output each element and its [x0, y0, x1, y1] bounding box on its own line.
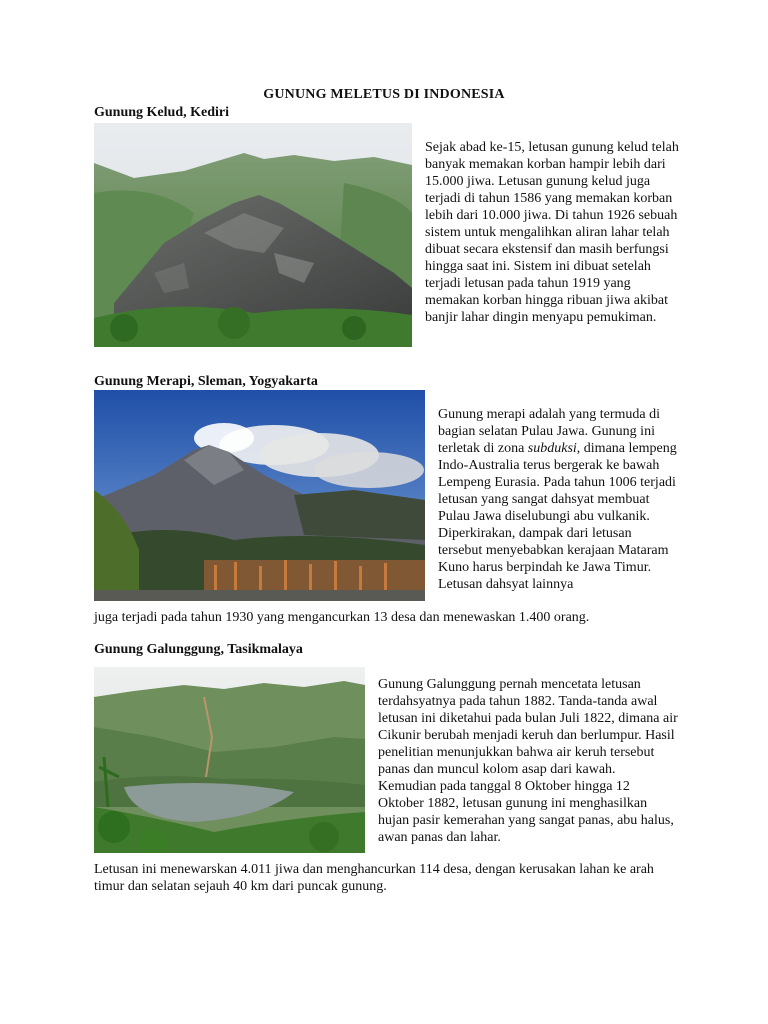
kelud-paragraph: Sejak abad ke-15, letusan gunung kelud telah banyak memakan korban hampir lebih dari 15.000 jiwa. Letusan gunung kelud juga terjadi di tahun 1586 yang memakan korban lebih dari 10.000 jiwa. Di tahun 1926 sebuah sistem untuk mengalihkan aliran lahar telah dibuat secara ekstensif dan masih berfungsi hingga saat ini. Sistem ini dibuat setelah terjadi letusan pada tahun 1919 yang memakan korban hingga ribuan jiwa akibat banjir lahar dingin menyapu pemukiman.: [425, 140, 679, 325]
galunggung-photo: [94, 667, 365, 853]
merapi-italic-term: subduksi: [527, 441, 577, 456]
merapi-text-part2: , dimana lempeng Indo-Australia terus bergerak ke bawah Lempeng Eurasia. Pada tahun 1006 terjadi letusan yang sangat dahsyat membuat Pulau Jawa diselubungi abu vulkanik. Diperkirakan, dampak dari letusan tersebut menyebabkan kerajaan Mataram Kuno harus berpindah ke Jawa Timur. Letusan dahsyat lainnya: [438, 441, 677, 592]
kelud-description: [425, 139, 687, 326]
merapi-photo: [94, 390, 425, 601]
merapi-paragraph: [438, 406, 678, 593]
galunggung-paragraph-2: Kemudian pada tanggal 8 Oktober hingga 12 Oktober 1882, letusan gunung ini menghasilkan hujan pasir kemerahan yang sangat panas, abu halus, awan panas dan lahar.: [378, 779, 674, 845]
galunggung-continuation: Letusan ini menewarskan 4.011 jiwa dan menghancurkan 114 desa, dengan kerusakan lahan ke arah timur dan selatan sejauh 40 km dari puncak gunung.: [94, 862, 654, 894]
merapi-text-part1: Gunung merapi adalah yang termuda di bagian selatan Pulau Jawa. Gunung ini terletak di zona: [438, 407, 660, 456]
heading-galunggung: Gunung Galunggung, Tasikmalaya: [94, 642, 303, 657]
heading-kelud: Gunung Kelud, Kediri: [94, 105, 229, 120]
kelud-photo: [94, 123, 412, 347]
galunggung-description: [378, 676, 678, 846]
heading-merapi: Gunung Merapi, Sleman, Yogyakarta: [94, 374, 318, 389]
merapi-description: [438, 406, 678, 593]
galunggung-paragraph-1: Gunung Galunggung pernah mencetata letusan terdahsyatnya pada tahun 1882. Tanda-tanda awal letusan ini diketahui pada bulan Juli 1822, dimana air Cikunir berubah menjadi keruh dan berlumpur. Hasil penelitian menunjukkan bahwa air keruh tersebut panas dan muncul kolom asap dari kawah.: [378, 677, 678, 777]
document-title: GUNUNG MELETUS DI INDONESIA: [263, 87, 505, 102]
merapi-continuation: juga terjadi pada tahun 1930 yang mengancurkan 13 desa dan menewaskan 1.400 orang.: [94, 610, 590, 625]
